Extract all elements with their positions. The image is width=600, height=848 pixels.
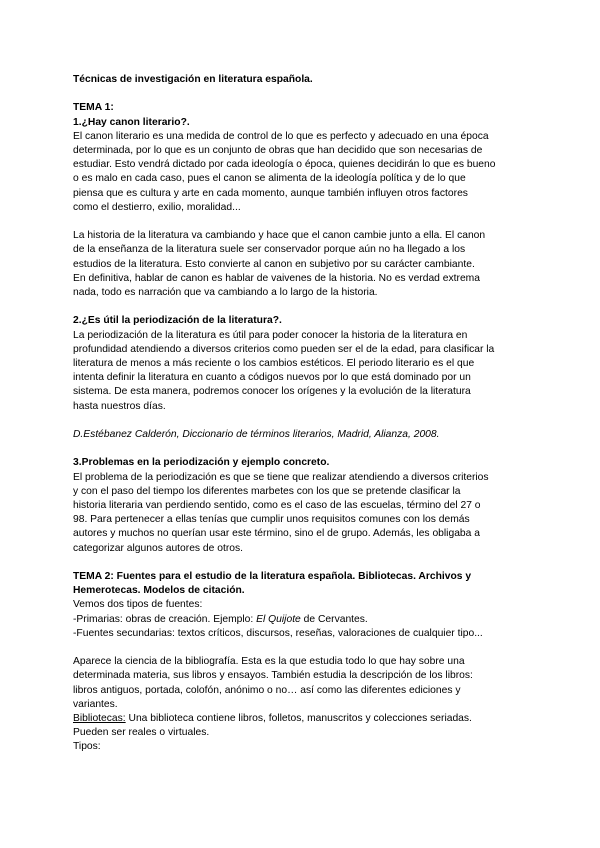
text-line: categorizar algunos autores de otros.	[73, 542, 243, 554]
text-line: El canon literario es una medida de control de lo que es perfecto y adecuado en una época	[73, 130, 489, 142]
spacer	[73, 556, 523, 570]
libraries-label: Bibliotecas:	[73, 713, 126, 725]
text-line: como el destierro, exilio, moralidad...	[73, 201, 241, 213]
text-line: estudiar. Esto vendrá dictado por cada ideología o época, quienes decidirán lo que es bueno	[73, 159, 496, 171]
text-line: o es malo en cada caso, pues el canon se alimenta de la ideología política y de lo que	[73, 173, 466, 185]
types-label: Tipos:	[73, 741, 101, 753]
question1-paragraph2	[73, 229, 523, 300]
text-line: autores y muchos no querían usar este término, sino el de grupo. Además, les obligaba a	[73, 528, 480, 540]
secondary-sources: -Fuentes secundarias: textos críticos, discursos, reseñas, valoraciones de cualquier tipo...	[73, 627, 483, 639]
text-line: determinada materia, sus libros y ensayos. También estudia la descripción de los libros:	[73, 670, 473, 682]
primary-prefix: -Primarias: obras de creación. Ejemplo:	[73, 613, 257, 625]
question2-paragraph	[73, 329, 523, 414]
text-line: 98. Para pertenecer a ellas tenías que cumplir unos requisitos comunes con los demás	[73, 514, 470, 526]
text-line: La historia de la literatura va cambiando y hace que el canon cambie junto a ella. El canon	[73, 230, 486, 242]
text-line: variantes.	[73, 698, 118, 710]
text-line: sistema. De esta manera, podremos conocer los orígenes y la evolución de la literatura	[73, 386, 471, 398]
spacer	[73, 300, 523, 314]
text-line: Aparece la ciencia de la bibliografía. Esta es la que estudia todo lo que hay sobre una	[73, 656, 465, 668]
primary-sources	[73, 613, 523, 627]
spacer	[73, 442, 523, 456]
question3-paragraph	[73, 471, 523, 556]
spacer	[73, 641, 523, 655]
text-line: hasta nuestros días.	[73, 400, 166, 412]
text-line: determinada, por lo que es un conjunto de obras que han decidido que son necesarias de	[73, 145, 483, 156]
document-title: Técnicas de investigación en literatura española.	[73, 74, 313, 85]
text-line: La periodización de la literatura es útil para poder conocer la historia de la literatura en	[73, 329, 468, 341]
spacer	[73, 414, 523, 428]
text-line: nada, todo es narración que va cambiando a lo largo de la historia.	[73, 287, 378, 299]
text-line: y con el paso del tiempo los diferentes marbetes con los que se pretende clasificar la	[73, 485, 461, 497]
text-line: historia literaria van perdiendo sentido, como es el caso de las escuelas, término del 27 o	[73, 500, 481, 512]
text-line: En definitiva, hablar de canon es hablar de vaivenes de la historia. No es verdad extrema	[73, 272, 480, 284]
tema1-label: TEMA 1:	[73, 102, 114, 114]
text-line: libros antiguos, portada, colofón, anónimo o no… así como las diferentes ediciones y	[73, 684, 461, 696]
text-line: intenta definir la literatura en cuanto a códigos nuevos por lo que está dominado por un	[73, 372, 471, 384]
primary-work-title: El Quijote	[256, 613, 301, 625]
libraries-line2: Pueden ser reales o virtuales.	[73, 727, 210, 739]
sources-intro: Vemos dos tipos de fuentes:	[73, 599, 203, 611]
question2-heading: 2.¿Es útil la periodización de la literatura?.	[73, 315, 282, 327]
text-line: piensa que es cultura y arte en cada momento, aunque también influyen otros factores	[73, 187, 468, 199]
question1-paragraph1	[73, 130, 523, 215]
primary-suffix: de Cervantes.	[300, 613, 368, 625]
libraries-text: Una biblioteca contiene libros, folletos, manuscritos y colecciones seriadas.	[125, 713, 472, 725]
tema2-heading	[73, 570, 523, 598]
heading-line: TEMA 2: Fuentes para el estudio de la literatura española. Bibliotecas. Archivos y	[73, 571, 472, 583]
spacer	[73, 215, 523, 229]
bibliography-paragraph	[73, 655, 523, 712]
text-line: literatura de menos a más reciente o los cambios estéticos. El periodo literario es el que	[73, 358, 475, 370]
text-line: de la enseñanza de la literatura suele ser conservador porque aún no ha llegado a los	[73, 244, 466, 256]
libraries-line	[73, 712, 523, 726]
text-line: El problema de la periodización es que se tiene que realizar atendiendo a diversos criterios	[73, 471, 489, 483]
text-line: estudios de la literatura. Esto convierte al canon en subjetivo por su carácter cambiante.	[73, 258, 475, 270]
text-line: profundidad atendiendo a diversos criterios como pueden ser el de la edad, para clasificar la	[73, 343, 495, 355]
question1-heading: 1.¿Hay canon literario?.	[73, 116, 190, 128]
spacer	[73, 87, 523, 101]
citation: D.Estébanez Calderón, Diccionario de términos literarios, Madrid, Alianza, 2008.	[73, 429, 440, 441]
heading-line: Hemerotecas. Modelos de citación.	[73, 585, 245, 597]
question3-heading: 3.Problemas en la periodización y ejemplo concreto.	[73, 457, 330, 469]
document-body	[73, 73, 523, 755]
